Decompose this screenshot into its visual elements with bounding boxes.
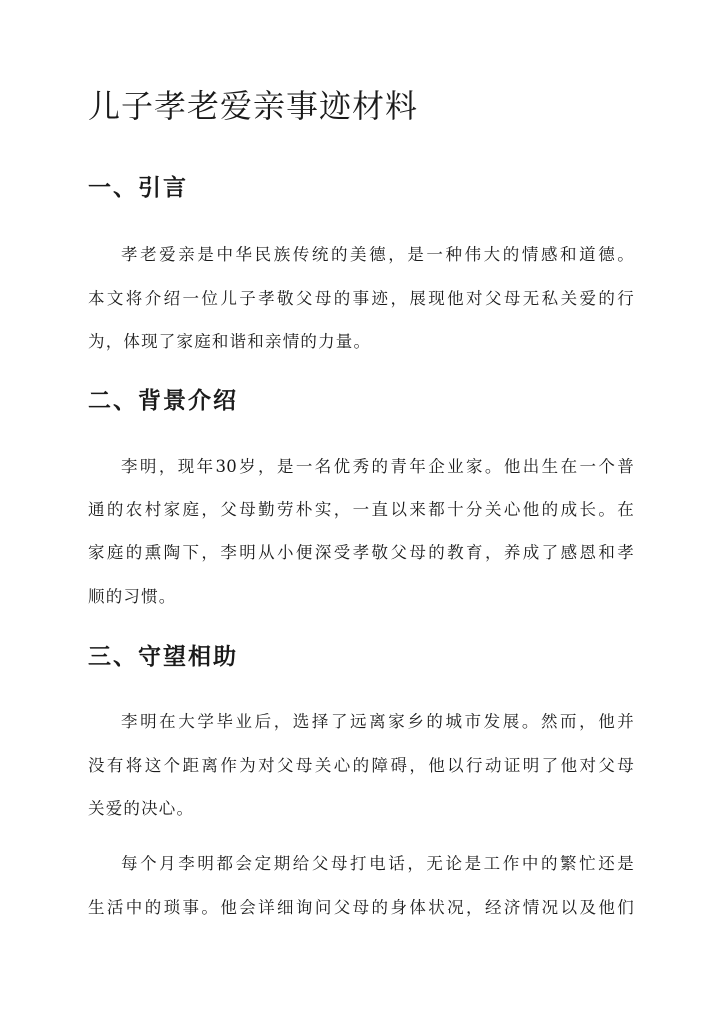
paragraph-line: 关爱的决心。 xyxy=(88,799,195,818)
document-title: 儿子孝老爱亲事迹材料 xyxy=(88,87,419,125)
paragraph-line: 家庭的熏陶下，李明从小便深受孝敬父母的教育，养成了感恩和孝 xyxy=(88,543,634,562)
paragraph-line: 本文将介绍一位儿子孝敬父母的事迹，展现他对父母无私关爱的行 xyxy=(88,289,634,308)
paragraph-line: 李明在大学毕业后，选择了远离家乡的城市发展。然而，他并 xyxy=(121,712,634,731)
section-heading-introduction: 一、引言 xyxy=(88,174,188,201)
section-heading-mutual-support: 三、守望相助 xyxy=(88,643,238,670)
paragraph-line: 生活中的琐事。他会详细询问父母的身体状况，经济情况以及他们 xyxy=(88,898,634,917)
paragraph-line: 顺的习惯。 xyxy=(88,587,177,606)
paragraph-line: 没有将这个距离作为对父母关心的障碍，他以行动证明了他对父母 xyxy=(88,756,634,775)
paragraph-line: 孝老爱亲是中华民族传统的美德，是一种伟大的情感和道德。 xyxy=(121,245,634,264)
paragraph-line: 每个月李明都会定期给父母打电话，无论是工作中的繁忙还是 xyxy=(121,854,634,873)
section-heading-background: 二、背景介绍 xyxy=(88,387,238,414)
paragraph-line: 通的农村家庭，父母勤劳朴实，一直以来都十分关心他的成长。在 xyxy=(88,500,634,519)
paragraph-line: 李明，现年30岁，是一名优秀的青年企业家。他出生在一个普 xyxy=(121,457,634,476)
paragraph-line: 为，体现了家庭和谐和亲情的力量。 xyxy=(88,332,372,351)
